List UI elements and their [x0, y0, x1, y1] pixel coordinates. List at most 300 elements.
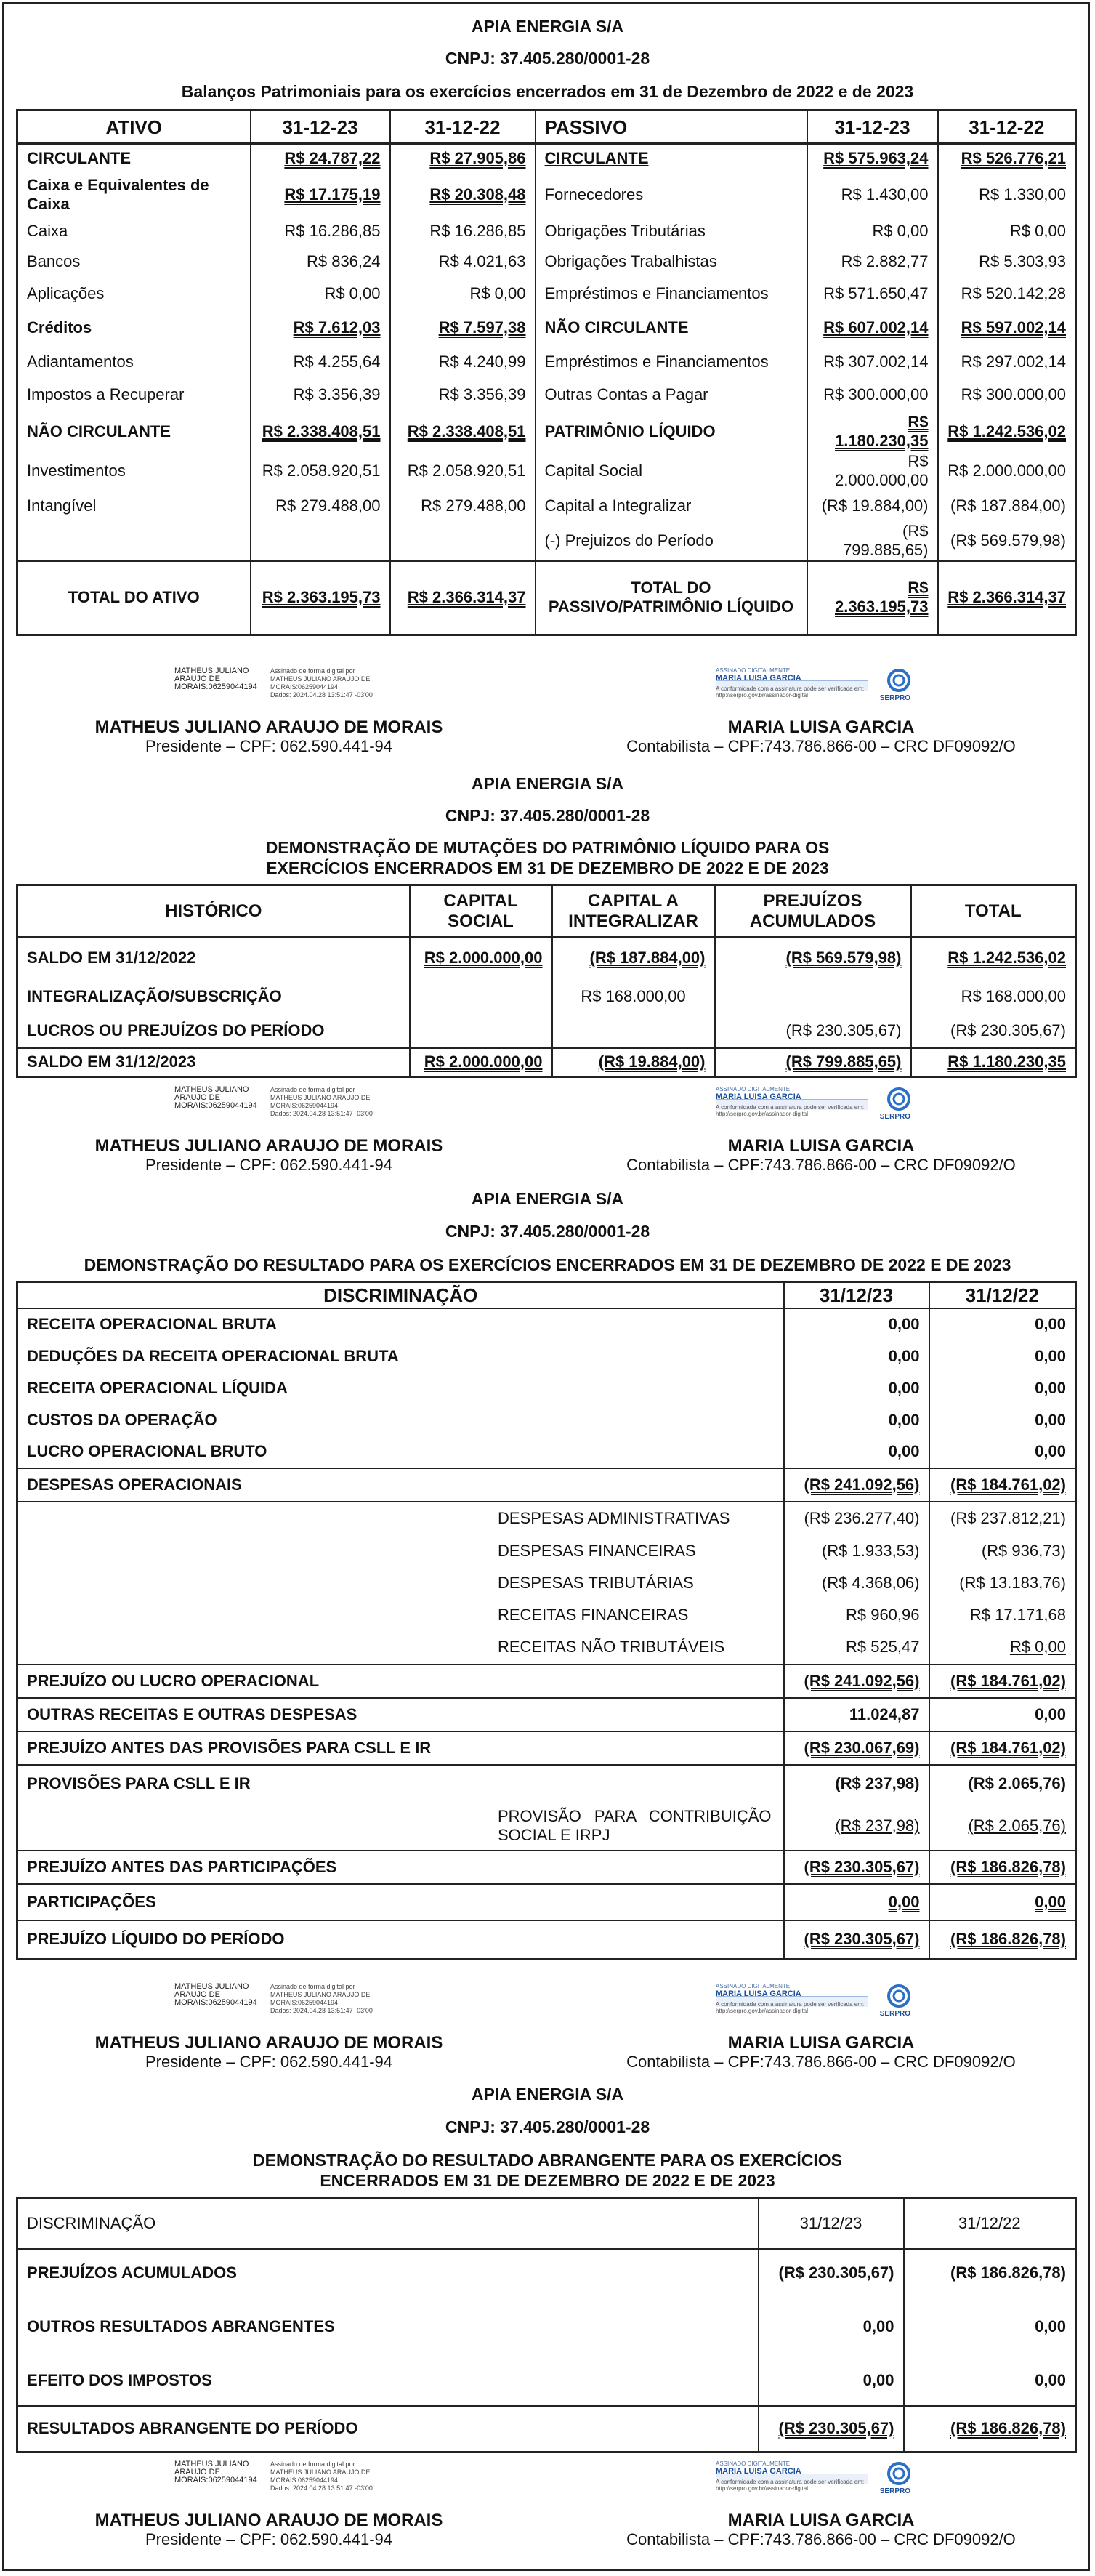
stamp-detail-line: Assinado de forma digital por — [270, 667, 355, 675]
balance-cell: (R$ 569.579,98) — [938, 522, 1076, 561]
stamp-name-line: MORAIS:06259044194 — [174, 683, 257, 691]
stamp-header: ASSINADO DIGITALMENTE — [716, 1086, 791, 1092]
balance-cell: Aplicações — [27, 283, 105, 302]
stamp-name-line: MORAIS:06259044194 — [174, 1998, 257, 2007]
balance-cell: R$ 4.255,64 — [251, 346, 390, 378]
dre-cell: DESPESAS TRIBUTÁRIAS — [498, 1573, 694, 1592]
stamp-detail-line: Dados: 2024.04.28 13:51:47 -03'00' — [270, 2007, 374, 2014]
dmpl-cell: SALDO EM 31/12/2023 — [27, 1052, 196, 1071]
dre-cell: (R$ 237.812,21) — [929, 1502, 1076, 1535]
balance-cell: R$ 27.905,86 — [390, 144, 536, 173]
dra-row — [17, 2297, 1076, 2356]
balance-cell: R$ 597.002,14 — [938, 310, 1076, 346]
president-signature — [44, 2034, 494, 2072]
total-passivo-2022: R$ 2.366.314,37 — [938, 560, 1076, 635]
serpro-logo-icon — [871, 2460, 912, 2495]
dra-cell: PREJUÍZOS ACUMULADOS — [27, 2263, 237, 2282]
dmpl-cell — [410, 978, 552, 1015]
balance-row — [17, 346, 1076, 378]
balance-cell: Impostos a Recuperar — [27, 385, 185, 403]
dre-cell: (R$ 186.826,78) — [929, 1851, 1076, 1884]
balance-cell: R$ 4.021,63 — [390, 246, 536, 278]
balance-table — [16, 109, 1077, 636]
dra-row — [17, 2356, 1076, 2406]
dmpl-title-1: DEMONSTRAÇÃO DE MUTAÇÕES DO PATRIMÔNIO LÍQUIDO PARA OS — [265, 838, 830, 857]
balance-cell: Fornecedores — [536, 173, 807, 217]
dre-header-2023: 31/12/23 — [784, 1282, 929, 1308]
dre-table — [16, 1281, 1077, 1960]
stamp-name: MARIA LUISA GARCIA — [716, 674, 801, 683]
header-passivo-2022: 31-12-22 — [938, 110, 1076, 144]
total-passivo-label: TOTAL DO PASSIVO/PATRIMÔNIO LÍQUIDO — [536, 560, 807, 635]
accountant-name: MARIA LUISA GARCIA — [727, 2511, 915, 2530]
dre-cell: (R$ 230.305,67) — [784, 1851, 929, 1884]
president-role: Presidente – CPF: 062.590.441-94 — [145, 2053, 392, 2071]
dmpl-header-historico: HISTÓRICO — [165, 901, 262, 921]
stamp-detail-line: Dados: 2024.04.28 13:51:47 -03'00' — [270, 691, 374, 699]
digital-signature-stamp-president — [174, 2460, 378, 2504]
dre-cell: PREJUÍZO OU LUCRO OPERACIONAL — [27, 1671, 320, 1690]
dre-cell: (R$ 230.067,69) — [784, 1731, 929, 1765]
dra-row — [17, 2406, 1076, 2452]
balance-cell: R$ 0,00 — [390, 278, 536, 310]
dra-cell: 0,00 — [759, 2356, 904, 2406]
stamp-detail-line: Assinado de forma digital por — [270, 2460, 355, 2468]
balance-cell: PATRIMÔNIO LÍQUIDO — [536, 411, 807, 452]
balance-cell: R$ 1.180.230,35 — [807, 411, 938, 452]
dre-cell: (R$ 241.092,56) — [784, 1468, 929, 1502]
dra-cell: OUTROS RESULTADOS ABRANGENTES — [27, 2317, 335, 2335]
dre-cell: R$ 0,00 — [929, 1631, 1076, 1665]
total-ativo-label: TOTAL DO ATIVO — [68, 588, 200, 606]
dre-cell: RECEITA OPERACIONAL BRUTA — [27, 1315, 277, 1333]
balance-cell: R$ 7.612,03 — [251, 310, 390, 346]
cnpj-2: CNPJ: 37.405.280/0001-28 — [445, 806, 650, 825]
balance-cell: Capital Social — [536, 452, 807, 490]
dmpl-cell: R$ 168.000,00 — [911, 978, 1076, 1015]
dra-cell: 0,00 — [904, 2356, 1076, 2406]
dmpl-cell: R$ 1.180.230,35 — [911, 1048, 1076, 1077]
stamp-name-line: ARAUJO DE — [174, 675, 220, 683]
dre-cell: (R$ 184.761,02) — [929, 1468, 1076, 1502]
total-ativo-2023: R$ 2.363.195,73 — [251, 560, 390, 635]
serpro-logo-text: SERPRO — [879, 2487, 910, 2495]
dmpl-header-prejuizos: PREJUÍZOS ACUMULADOS — [715, 885, 911, 938]
header-passivo: PASSIVO — [536, 110, 807, 144]
serpro-logo-text: SERPRO — [879, 2010, 910, 2018]
total-ativo-2022: R$ 2.366.314,37 — [390, 560, 536, 635]
balance-cell — [17, 522, 251, 561]
dre-row — [17, 1340, 1076, 1372]
dre-cell: (R$ 186.826,78) — [929, 1920, 1076, 1960]
balance-cell: R$ 1.330,00 — [938, 173, 1076, 217]
stamp-detail-line: Dados: 2024.04.28 13:51:47 -03'00' — [270, 1110, 374, 1117]
accountant-role: Contabilista – CPF:743.786.866-00 – CRC DF09092/O — [626, 2053, 1016, 2071]
balance-row — [17, 144, 1076, 173]
accountant-signature — [581, 718, 1061, 756]
stamp-detail-line: Assinado de forma digital por — [270, 1983, 355, 1990]
stamp-name: MARIA LUISA GARCIA — [716, 1989, 801, 1998]
stamp-detail-line: Dados: 2024.04.28 13:51:47 -03'00' — [270, 2484, 374, 2492]
stamp-detail-line: MORAIS:06259044194 — [270, 1999, 339, 2006]
dre-row — [17, 1851, 1076, 1884]
dre-cell: CUSTOS DA OPERAÇÃO — [27, 1410, 217, 1429]
stamp-detail-col — [270, 1086, 379, 1118]
dre-cell: PREJUÍZO ANTES DAS PARTICIPAÇÕES — [27, 1857, 337, 1876]
stamp-detail-line: MATHEUS JULIANO ARAUJO DE — [270, 1094, 371, 1101]
dre-cell: 0,00 — [929, 1372, 1076, 1404]
header-ativo-2022: 31-12-22 — [390, 110, 536, 144]
dmpl-table — [16, 884, 1077, 1078]
dra-cell: (R$ 230.305,67) — [759, 2406, 904, 2452]
dra-cell: 0,00 — [759, 2297, 904, 2356]
balance-cell: R$ 24.787,22 — [251, 144, 390, 173]
dre-row — [17, 1404, 1076, 1436]
stamp-verify-url: http://serpro.gov.br/assinador-digital — [716, 2485, 809, 2492]
balance-cell: R$ 520.142,28 — [938, 278, 1076, 310]
president-signature — [44, 1137, 494, 1175]
stamp-header: ASSINADO DIGITALMENTE — [716, 667, 791, 674]
dre-row — [17, 1436, 1076, 1468]
digital-signature-stamp-accountant — [716, 667, 912, 705]
balance-cell: R$ 2.338.408,51 — [251, 411, 390, 452]
dre-cell: R$ 525,47 — [784, 1631, 929, 1665]
dre-cell: 0,00 — [929, 1436, 1076, 1468]
dmpl-cell: R$ 1.242.536,02 — [911, 938, 1076, 978]
balance-cell: R$ 2.882,77 — [807, 246, 938, 278]
dre-cell: RECEITAS FINANCEIRAS — [498, 1605, 689, 1624]
company-name-3: APIA ENERGIA S/A — [471, 1189, 624, 1208]
stamp-name-line: ARAUJO DE — [174, 1990, 220, 1999]
dmpl-row — [17, 938, 1076, 978]
company-name-4: APIA ENERGIA S/A — [471, 2085, 624, 2104]
president-name: MATHEUS JULIANO ARAUJO DE MORAIS — [94, 717, 443, 737]
dra-header-discriminacao: DISCRIMINAÇÃO — [27, 2213, 156, 2232]
signature-block-3 — [0, 1982, 1095, 2071]
balance-cell: R$ 2.338.408,51 — [390, 411, 536, 452]
dre-row — [17, 1765, 1076, 1803]
balance-row — [17, 411, 1076, 452]
president-name: MATHEUS JULIANO ARAUJO DE MORAIS — [94, 2511, 443, 2530]
balance-cell: R$ 607.002,14 — [807, 310, 938, 346]
balance-cell: Intangível — [27, 496, 97, 515]
balance-cell: Bancos — [27, 251, 81, 270]
dmpl-cell: R$ 2.000.000,00 — [410, 1048, 552, 1077]
digital-signature-stamp-president — [174, 667, 378, 711]
dre-cell: 0,00 — [784, 1404, 929, 1436]
stamp-name-col — [174, 2460, 267, 2484]
dre-cell: 0,00 — [929, 1308, 1076, 1340]
dre-cell: 0,00 — [929, 1698, 1076, 1731]
balance-cell: R$ 1.430,00 — [807, 173, 938, 217]
signature-block-2 — [0, 1085, 1095, 1174]
dre-cell: 0,00 — [929, 1404, 1076, 1436]
dre-row — [17, 1308, 1076, 1340]
balance-cell: R$ 2.058.920,51 — [251, 452, 390, 490]
dmpl-cell: LUCROS OU PREJUÍZOS DO PERÍODO — [27, 1021, 325, 1039]
stamp-detail-line: MORAIS:06259044194 — [270, 2476, 339, 2484]
balance-cell: R$ 20.308,48 — [390, 173, 536, 217]
balance-cell: NÃO CIRCULANTE — [536, 310, 807, 346]
header-ativo: ATIVO — [105, 116, 163, 138]
balance-cell: R$ 1.242.536,02 — [938, 411, 1076, 452]
balance-row — [17, 522, 1076, 561]
dmpl-cell: INTEGRALIZAÇÃO/SUBSCRIÇÃO — [27, 986, 282, 1005]
dre-cell: PARTICIPAÇÕES — [27, 1892, 156, 1911]
balance-cell: R$ 17.175,19 — [251, 173, 390, 217]
stamp-verify-text: A conformidade com a assinatura pode ser verificada em: — [716, 1104, 865, 1111]
balance-cell: Empréstimos e Financiamentos — [536, 278, 807, 310]
dre-cell: (R$ 230.305,67) — [784, 1920, 929, 1960]
stamp-name-line: MATHEUS JULIANO — [174, 1982, 249, 1991]
president-name: MATHEUS JULIANO ARAUJO DE MORAIS — [94, 1136, 443, 1156]
balance-cell: R$ 297.002,14 — [938, 346, 1076, 378]
stamp-name-col — [174, 1086, 267, 1110]
stamp-name-line: MORAIS:06259044194 — [174, 1101, 257, 1110]
balance-cell: NÃO CIRCULANTE — [27, 422, 171, 440]
dra-cell: RESULTADOS ABRANGENTE DO PERÍODO — [27, 2419, 358, 2438]
dre-header-2022: 31/12/22 — [929, 1282, 1076, 1308]
dre-cell: 0,00 — [784, 1372, 929, 1404]
accountant-role: Contabilista – CPF:743.786.866-00 – CRC DF09092/O — [626, 1156, 1016, 1174]
balance-cell: Caixa e Equivalentes de Caixa — [27, 175, 209, 213]
dmpl-cell: (R$ 230.305,67) — [911, 1015, 1076, 1048]
balance-cell: R$ 4.240,99 — [390, 346, 536, 378]
stamp-name-line: MATHEUS JULIANO — [174, 2460, 249, 2468]
balance-cell: Adiantamentos — [27, 352, 134, 371]
balance-cell: Créditos — [27, 318, 92, 337]
balance-cell — [251, 522, 390, 561]
dre-row — [17, 1502, 1076, 1535]
balance-cell: (R$ 187.884,00) — [938, 490, 1076, 522]
accountant-signature — [581, 2511, 1061, 2549]
accountant-signature — [581, 2034, 1061, 2072]
serpro-logo-text: SERPRO — [879, 1113, 910, 1121]
balance-cell: R$ 279.488,00 — [390, 490, 536, 522]
dmpl-cell: R$ 2.000.000,00 — [410, 938, 552, 978]
balance-cell: R$ 279.488,00 — [251, 490, 390, 522]
dre-cell: (R$ 1.933,53) — [784, 1535, 929, 1567]
digital-signature-stamp-president — [174, 1983, 378, 2026]
dmpl-row — [17, 978, 1076, 1015]
dre-cell: (R$ 13.183,76) — [929, 1567, 1076, 1599]
president-role: Presidente – CPF: 062.590.441-94 — [145, 1156, 392, 1174]
balance-row — [17, 173, 1076, 217]
dmpl-cell: (R$ 187.884,00) — [552, 938, 715, 978]
stamp-detail-col — [270, 667, 379, 699]
stamp-name-col — [174, 667, 267, 691]
balance-cell: R$ 571.650,47 — [807, 278, 938, 310]
cnpj: CNPJ: 37.405.280/0001-28 — [445, 49, 650, 68]
accountant-name: MARIA LUISA GARCIA — [727, 2033, 915, 2053]
header-ativo-2023: 31-12-23 — [251, 110, 390, 144]
stamp-header: ASSINADO DIGITALMENTE — [716, 2460, 791, 2467]
dmpl-header-capital-integralizar: CAPITAL A INTEGRALIZAR — [552, 885, 715, 938]
president-role: Presidente – CPF: 062.590.441-94 — [145, 737, 392, 755]
stamp-name: MARIA LUISA GARCIA — [716, 2467, 801, 2476]
stamp-detail-col — [270, 2460, 379, 2492]
stamp-name-line: MATHEUS JULIANO — [174, 1085, 249, 1094]
balance-cell: R$ 3.356,39 — [251, 378, 390, 411]
dre-cell: DEDUÇÕES DA RECEITA OPERACIONAL BRUTA — [27, 1346, 399, 1365]
dre-cell: R$ 17.171,68 — [929, 1599, 1076, 1631]
dmpl-row — [17, 1048, 1076, 1077]
balance-cell: R$ 2.000.000,00 — [807, 452, 938, 490]
dre-cell: (R$ 2.065,76) — [929, 1803, 1076, 1851]
dre-row — [17, 1884, 1076, 1920]
balance-cell: (R$ 799.885,65) — [807, 522, 938, 561]
balance-row — [17, 278, 1076, 310]
dra-cell: (R$ 186.826,78) — [904, 2406, 1076, 2452]
balance-cell: R$ 300.000,00 — [807, 378, 938, 411]
dre-cell: R$ 960,96 — [784, 1599, 929, 1631]
dre-row — [17, 1665, 1076, 1698]
dre-cell: (R$ 236.277,40) — [784, 1502, 929, 1535]
dre-header-discriminacao: DISCRIMINAÇÃO — [323, 1284, 478, 1306]
dre-cell: (R$ 237,98) — [784, 1803, 929, 1851]
dre-cell: (R$ 184.761,02) — [929, 1665, 1076, 1698]
dmpl-header-capital-social: CAPITAL SOCIAL — [410, 885, 552, 938]
dra-table — [16, 2197, 1077, 2453]
dra-cell: 0,00 — [904, 2297, 1076, 2356]
serpro-logo-icon — [871, 667, 912, 702]
balance-row — [17, 378, 1076, 411]
company-name-2: APIA ENERGIA S/A — [471, 774, 624, 793]
stamp-verify-text: A conformidade com a assinatura pode ser verificada em: — [716, 2479, 865, 2485]
stamp-name-col — [174, 1983, 267, 2007]
serpro-logo-text: SERPRO — [879, 694, 910, 702]
balance-cell: Capital a Integralizar — [536, 490, 807, 522]
dre-cell: 0,00 — [784, 1436, 929, 1468]
dre-row — [17, 1468, 1076, 1502]
dmpl-cell: (R$ 799.885,65) — [715, 1048, 911, 1077]
dre-cell: LUCRO OPERACIONAL BRUTO — [27, 1442, 267, 1460]
accountant-role: Contabilista – CPF:743.786.866-00 – CRC DF09092/O — [626, 2530, 1016, 2548]
balance-cell: R$ 300.000,00 — [938, 378, 1076, 411]
dre-row — [17, 1599, 1076, 1631]
total-passivo-2023: R$ 2.363.195,73 — [807, 560, 938, 635]
signature-block-4 — [0, 2460, 1095, 2548]
digital-signature-stamp-accountant — [716, 2460, 912, 2498]
dre-cell: RECEITA OPERACIONAL LÍQUIDA — [27, 1378, 288, 1397]
stamp-name-line: ARAUJO DE — [174, 2468, 220, 2476]
dra-cell: (R$ 186.826,78) — [904, 2249, 1076, 2297]
stamp-name-line: ARAUJO DE — [174, 1093, 220, 1102]
balance-cell: R$ 2.058.920,51 — [390, 452, 536, 490]
dre-cell: DESPESAS ADMINISTRATIVAS — [498, 1509, 730, 1527]
balance-cell: R$ 3.356,39 — [390, 378, 536, 411]
balance-cell: CIRCULANTE — [27, 149, 131, 168]
stamp-name: MARIA LUISA GARCIA — [716, 1092, 801, 1101]
balance-cell: Investimentos — [27, 461, 126, 480]
serpro-logo-icon — [871, 1086, 912, 1121]
dre-row — [17, 1920, 1076, 1960]
balance-cell: R$ 0,00 — [251, 278, 390, 310]
stamp-detail-line: MATHEUS JULIANO ARAUJO DE — [270, 675, 371, 683]
dmpl-cell: R$ 168.000,00 — [552, 978, 715, 1015]
dre-row — [17, 1731, 1076, 1765]
balance-cell: R$ 2.000.000,00 — [938, 452, 1076, 490]
dre-cell: (R$ 936,73) — [929, 1535, 1076, 1567]
dra-header-2023: 31/12/23 — [759, 2198, 904, 2249]
dre-cell: OUTRAS RECEITAS E OUTRAS DESPESAS — [27, 1704, 357, 1723]
dre-cell: DESPESAS FINANCEIRAS — [498, 1541, 696, 1560]
digital-signature-stamp-accountant — [716, 1086, 912, 1124]
cnpj-3: CNPJ: 37.405.280/0001-28 — [445, 1222, 650, 1241]
dre-row — [17, 1372, 1076, 1404]
balance-cell — [390, 522, 536, 561]
dre-cell: DESPESAS OPERACIONAIS — [27, 1475, 242, 1494]
dra-cell: EFEITO DOS IMPOSTOS — [27, 2371, 212, 2389]
stamp-name-line: MORAIS:06259044194 — [174, 2476, 257, 2484]
balance-cell: CIRCULANTE — [536, 144, 807, 173]
serpro-logo-icon — [871, 1983, 912, 2018]
balance-cell: Obrigações Trabalhistas — [536, 246, 807, 278]
stamp-detail-line: MATHEUS JULIANO ARAUJO DE — [270, 1991, 371, 1998]
balance-cell: Obrigações Tributárias — [536, 217, 807, 246]
dmpl-title-2: EXERCÍCIOS ENCERRADOS EM 31 DE DEZEMBRO DE 2022 E DE 2023 — [266, 858, 829, 877]
stamp-header: ASSINADO DIGITALMENTE — [716, 1983, 791, 1989]
dmpl-cell: (R$ 19.884,00) — [552, 1048, 715, 1077]
dra-header-2022: 31/12/22 — [904, 2198, 1076, 2249]
balance-row — [17, 246, 1076, 278]
stamp-detail-line: MORAIS:06259044194 — [270, 683, 339, 691]
balance-cell: Empréstimos e Financiamentos — [536, 346, 807, 378]
stamp-detail-line: Assinado de forma digital por — [270, 1086, 355, 1093]
stamp-verify-url: http://serpro.gov.br/assinador-digital — [716, 2008, 809, 2014]
balance-cell: Caixa — [27, 221, 68, 240]
balance-cell: R$ 0,00 — [807, 217, 938, 246]
dra-title-2: ENCERRADOS EM 31 DE DEZEMBRO DE 2022 E DE 2023 — [320, 2171, 775, 2190]
dmpl-cell — [552, 1015, 715, 1048]
stamp-verify-text: A conformidade com a assinatura pode ser verificada em: — [716, 685, 865, 692]
dre-row — [17, 1567, 1076, 1599]
dre-cell: (R$ 4.368,06) — [784, 1567, 929, 1599]
dre-cell: 0,00 — [784, 1308, 929, 1340]
dre-cell: PROVISÕES PARA CSLL E IR — [27, 1774, 251, 1792]
balance-row — [17, 490, 1076, 522]
accountant-signature — [581, 1137, 1061, 1175]
balance-cell: Outras Contas a Pagar — [536, 378, 807, 411]
dre-cell: 11.024,87 — [784, 1698, 929, 1731]
dra-title-1: DEMONSTRAÇÃO DO RESULTADO ABRANGENTE PARA OS EXERCÍCIOS — [253, 2151, 842, 2170]
dre-row — [17, 1803, 1076, 1851]
cnpj-4: CNPJ: 37.405.280/0001-28 — [445, 2117, 650, 2136]
dre-row — [17, 1535, 1076, 1567]
dra-cell: (R$ 230.305,67) — [759, 2249, 904, 2297]
dre-cell: (R$ 184.761,02) — [929, 1731, 1076, 1765]
balance-cell: R$ 7.597,38 — [390, 310, 536, 346]
dmpl-row — [17, 1015, 1076, 1048]
company-name: APIA ENERGIA S/A — [471, 17, 624, 36]
president-role: Presidente – CPF: 062.590.441-94 — [145, 2530, 392, 2548]
balance-row — [17, 310, 1076, 346]
stamp-detail-line: MATHEUS JULIANO ARAUJO DE — [270, 2468, 371, 2476]
dmpl-header-total: TOTAL — [911, 885, 1076, 938]
stamp-detail-col — [270, 1983, 379, 2015]
accountant-role: Contabilista – CPF:743.786.866-00 – CRC DF09092/O — [626, 737, 1016, 755]
president-signature — [44, 2511, 494, 2549]
stamp-detail-line: MORAIS:06259044194 — [270, 1102, 339, 1109]
president-signature — [44, 718, 494, 756]
dra-row — [17, 2249, 1076, 2297]
dre-cell: 0,00 — [929, 1340, 1076, 1372]
dre-cell: 0,00 — [784, 1884, 929, 1920]
balance-cell: R$ 836,24 — [251, 246, 390, 278]
balance-cell: R$ 0,00 — [938, 217, 1076, 246]
dre-title: DEMONSTRAÇÃO DO RESULTADO PARA OS EXERCÍCIOS ENCERRADOS EM 31 DE DEZEMBRO DE 2022 E DE 2023 — [84, 1255, 1011, 1274]
balance-cell: R$ 307.002,14 — [807, 346, 938, 378]
